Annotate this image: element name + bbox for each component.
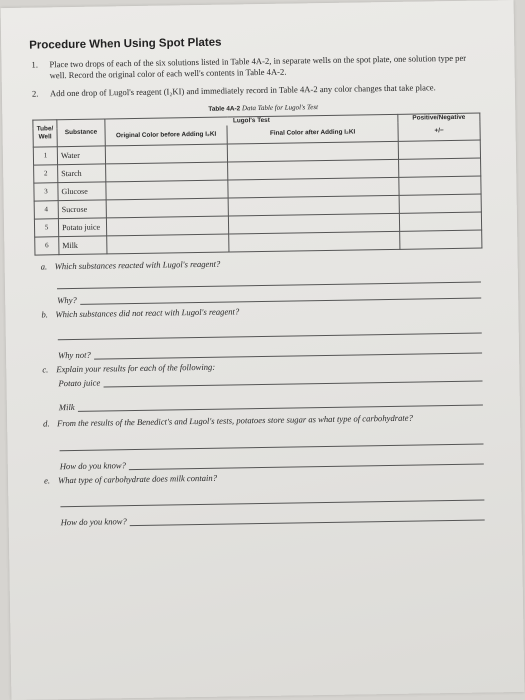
worksheet-content [29, 33, 487, 528]
question-text: What type of carbohydrate does milk contain? [57, 472, 218, 485]
cell-posneg[interactable] [399, 212, 481, 231]
followup-label: Why not? [57, 349, 91, 360]
col-header-positive-negative: Positive/Negative [398, 113, 480, 123]
followup-label: How do you know? [60, 516, 127, 528]
answer-line[interactable] [130, 512, 485, 527]
step-text: Add one drop of Lugol's reagent (I₂KI) and immediately record in Table 4A-2 any color changes that take place. [49, 82, 436, 99]
col-header-lugols-test: Lugol's Test [105, 114, 398, 128]
explain-label: Potato juice [58, 377, 101, 389]
answer-line[interactable] [103, 373, 482, 388]
cell-posneg[interactable] [398, 140, 480, 159]
table-caption-title: Data Table for Lugol's Test [241, 102, 319, 112]
step-number: 2. [31, 88, 39, 99]
followup-label: Why? [57, 294, 77, 306]
cell-substance: Milk [59, 235, 107, 254]
lugols-data-table [32, 112, 482, 255]
question-letter: c. [42, 363, 49, 374]
cell-original-color[interactable] [106, 180, 228, 200]
col-header-final-color: Final Color after Adding I₂KI [227, 123, 398, 144]
col-header-tube-well: Tube/ Well [33, 119, 57, 146]
question-text: Explain your results for each of the following: [56, 361, 216, 374]
cell-well: 3 [34, 182, 58, 200]
cell-well: 4 [34, 200, 58, 218]
cell-well: 6 [35, 236, 59, 254]
explain-row-potato [58, 372, 484, 389]
cell-well: 1 [33, 146, 57, 164]
worksheet-page [1, 0, 525, 700]
cell-posneg[interactable] [399, 194, 481, 213]
cell-original-color[interactable] [106, 216, 228, 236]
cell-original-color[interactable] [107, 234, 229, 254]
cell-original-color[interactable] [105, 144, 227, 164]
col-header-posneg-symbol: +/− [398, 122, 480, 141]
explain-label: Milk [58, 401, 75, 413]
page-title: Procedure When Using Spot Plates [29, 36, 222, 52]
col-header-original-color: Original Color before Adding I₂KI [105, 126, 227, 146]
questions-section [33, 254, 487, 528]
table-caption-label: Table 4A-2 [208, 104, 241, 113]
explain-row-milk [59, 396, 485, 413]
step-number: 1. [31, 59, 39, 70]
col-header-substance: Substance [57, 118, 105, 146]
followup-label: How do you know? [59, 459, 126, 471]
question-letter: e. [43, 474, 51, 485]
cell-original-color[interactable] [106, 198, 228, 218]
procedure-step-2 [30, 82, 480, 100]
cell-posneg[interactable] [400, 230, 482, 249]
answer-line[interactable] [129, 455, 484, 470]
cell-substance: Water [57, 145, 105, 164]
question-letter: a. [40, 260, 48, 271]
question-letter: b. [41, 309, 48, 320]
cell-final-color[interactable] [229, 231, 400, 252]
question-letter: d. [43, 418, 50, 429]
cell-substance: Glucose [58, 181, 106, 200]
procedure-step-1 [29, 53, 479, 81]
cell-posneg[interactable] [399, 158, 481, 177]
answer-line[interactable] [94, 344, 482, 359]
step-text: Place two drops of each of the six solutions listed in Table 4A-2, in separate wells on the spot plate, one solution type per well. Record the original color of each well's contents in Table 4A-2. [49, 52, 467, 80]
answer-line[interactable] [78, 397, 483, 412]
followup-row [61, 511, 487, 528]
cell-well: 2 [34, 164, 58, 182]
cell-substance: Starch [58, 163, 106, 182]
cell-well: 5 [34, 218, 58, 236]
question-text: From the results of the Benedict's and Lugol's tests, potatoes store sugar as what type of carbohydrate? [57, 412, 413, 429]
cell-original-color[interactable] [106, 162, 228, 182]
cell-substance: Potato juice [58, 217, 106, 236]
question-text: Which substances did not react with Lugol's reagent? [55, 306, 240, 320]
cell-substance: Sucrose [58, 199, 106, 218]
cell-posneg[interactable] [399, 176, 481, 195]
question-text: Which substances reacted with Lugol's reagent? [54, 258, 221, 271]
